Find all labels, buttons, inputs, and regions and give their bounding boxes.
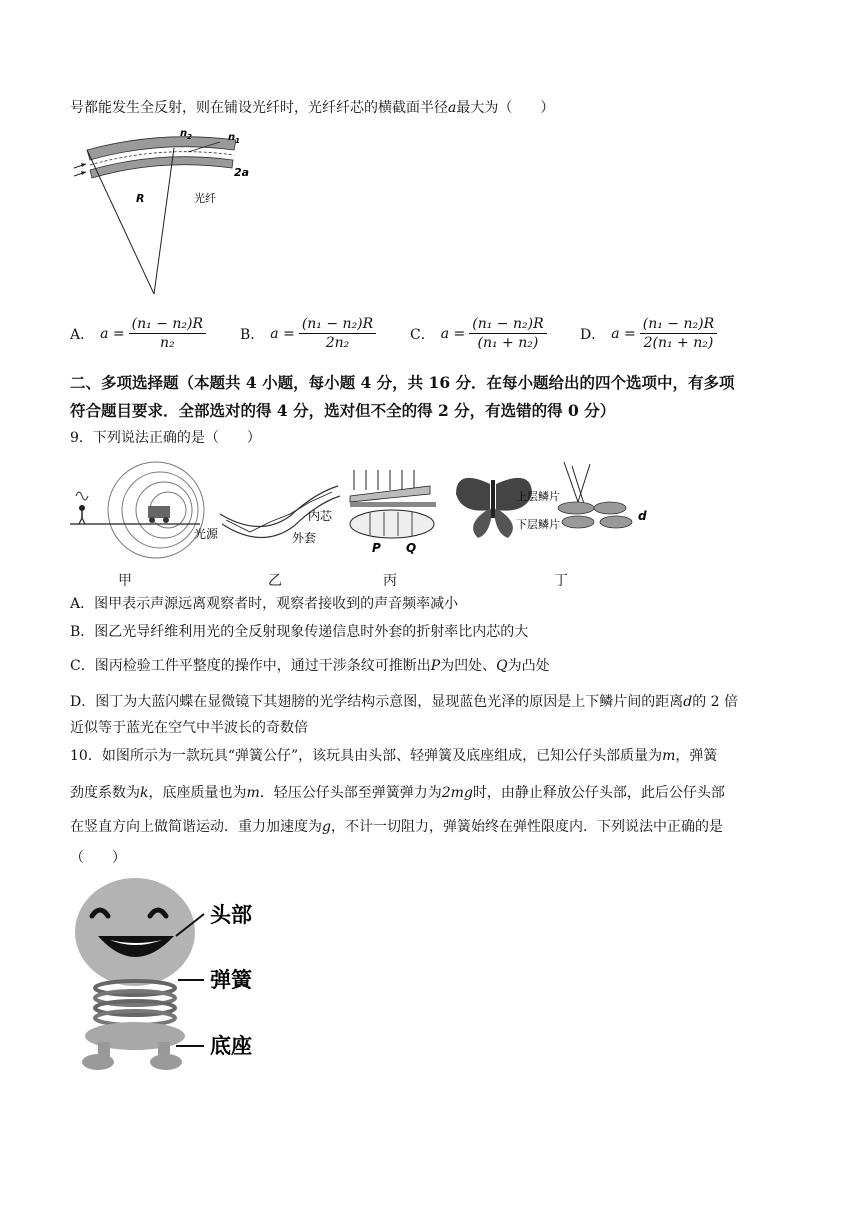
label-core: 内芯 bbox=[308, 509, 333, 523]
q8-option-d[interactable]: D． a = $\frac{\text{(n₁ − n₂)R}}{\text{2(n₁ + n₂)}}$ bbox=[580, 316, 717, 351]
section-heading-line1: 二、多项选择题（本题共 4 小题，每小题 4 分，共 16 分．在每小题给出的四个选项中，有多项 bbox=[70, 373, 735, 392]
label-source: 光源 bbox=[194, 527, 219, 541]
q9-option-c[interactable]: C．图丙检验工件平整度的操作中，通过干涉条纹可推断出P为凹处、Q为凸处 bbox=[70, 658, 550, 674]
q8-option-b[interactable]: B． a = $\frac{\text{(n₁ − n₂)R}}{\text{2n₂}}$ bbox=[240, 316, 376, 351]
label-fiber: 光纤 bbox=[194, 192, 216, 205]
q8-option-c[interactable]: C． a = $\frac{\text{(n₁ − n₂)R}}{\text{(n₁ + n₂)}}$ bbox=[410, 316, 547, 351]
fiber-figure bbox=[70, 124, 260, 296]
label-cladding: 外套 bbox=[292, 531, 317, 545]
label-P: P bbox=[372, 541, 381, 555]
label-n1: $n_1$ bbox=[228, 132, 240, 145]
q9-figures bbox=[70, 458, 670, 562]
label-d: d bbox=[638, 509, 647, 523]
q9-stem: 9．下列说法正确的是（ ） bbox=[70, 430, 261, 446]
q8-stem: 号都能发生全反射，则在铺设光纤时，光纤纤芯的横截面半径a最大为（ ） bbox=[70, 100, 555, 116]
q8-option-a[interactable]: A． a = $\frac{\text{(n₁ − n₂)R}}{\text{n₂}}$ bbox=[70, 316, 206, 351]
label-base: 底座 bbox=[210, 1034, 252, 1058]
figure-yi-fiber bbox=[194, 486, 340, 545]
spring-toy-figure bbox=[70, 876, 270, 1086]
fraction: $\frac{\text{(n₁ − n₂)R}}{\text{2n₂}}$ bbox=[299, 316, 376, 351]
caption-ding: 丁 bbox=[554, 573, 568, 589]
q10-stem-line2: 劲度系数为k，底座质量也为m．轻压公仔头部至弹簧弹力为2mg时，由静止释放公仔头部，此后公仔头部 bbox=[70, 785, 725, 801]
caption-jia: 甲 bbox=[118, 573, 132, 589]
fraction: $\frac{\text{(n₁ − n₂)R}}{\text{n₂}}$ bbox=[129, 316, 206, 351]
q9-option-d[interactable]: D．图丁为大蓝闪蝶在显微镜下其翅膀的光学结构示意图，显现蓝色光泽的原因是上下鳞片间的距离d的 2 倍 bbox=[70, 694, 739, 710]
fraction: $\frac{\text{(n₁ − n₂)R}}{\text{(n₁ + n₂)}}$ bbox=[469, 316, 546, 351]
q9-option-d-line2: 近似等于蓝光在空气中半波长的奇数倍 bbox=[70, 720, 308, 736]
q10-stem-line3: 在竖直方向上做简谐运动．重力加速度为g，不计一切阻力，弹簧始终在弹性限度内．下列说法中正确的是 bbox=[70, 819, 723, 835]
q10-stem-line4: （ ） bbox=[70, 850, 126, 866]
label-upper: 上层鳞片 bbox=[516, 490, 560, 503]
label-n2: $n_2$ bbox=[180, 128, 192, 141]
label-head: 头部 bbox=[210, 903, 252, 927]
q10-stem-line1: 10．如图所示为一款玩具“弹簧公仔”，该玩具由头部、轻弹簧及底座组成，已知公仔头部质量为m，弹簧 bbox=[70, 748, 718, 764]
caption-yi: 乙 bbox=[268, 573, 282, 589]
label-spring: 弹簧 bbox=[210, 968, 252, 992]
q9-option-b[interactable]: B．图乙光导纤维利用光的全反射现象传递信息时外套的折射率比内芯的大 bbox=[70, 624, 529, 640]
label-2a: 2a bbox=[234, 166, 250, 179]
figure-ding-scales bbox=[516, 462, 647, 531]
label-Q: Q bbox=[406, 541, 417, 555]
q9-option-a[interactable]: A．图甲表示声源远离观察者时，观察者接收到的声音频率减小 bbox=[70, 596, 459, 612]
figure-bing-interference bbox=[350, 470, 436, 555]
q8-stem-var: a bbox=[448, 100, 457, 116]
fraction: $\frac{\text{(n₁ − n₂)R}}{\text{2(n₁ + n₂)}}$ bbox=[640, 316, 717, 351]
caption-bing: 丙 bbox=[383, 573, 397, 589]
figure-jia-doppler bbox=[70, 462, 204, 558]
label-lower: 下层鳞片 bbox=[516, 518, 560, 531]
section-heading-line2: 符合题目要求．全部选对的得 4 分，选对但不全的得 2 分，有选错的得 0 分） bbox=[70, 401, 616, 420]
label-R: R bbox=[136, 192, 145, 205]
